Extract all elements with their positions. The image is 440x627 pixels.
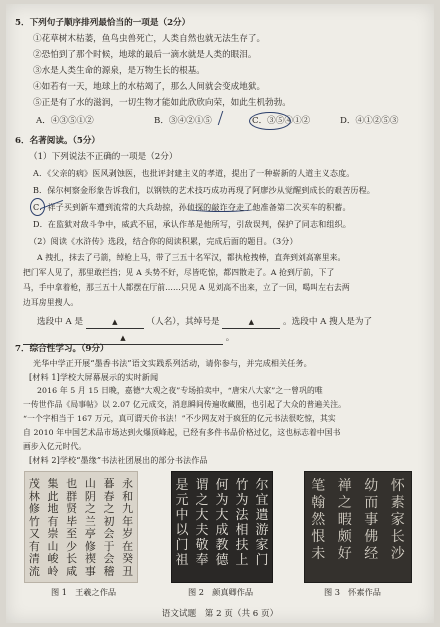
q7-material2-title: [材料 2]学校“墨缘”书法社团展出的部分书法作品 [29,455,208,465]
q5-sentence-2: ②恐怕到了那个时候，地球的最后一滴水就是人类的眼泪。 [33,50,257,60]
calligraphy-column: 也群贤毕至少长咸 [66,478,78,576]
q6-option-b: B．保尔柯察金形象告诉我们，以钢铁的艺术技巧成功再现了阿廖沙从觉醒到成长的艰苦历程。 [33,185,375,195]
triangle-icon: ▲ [120,334,126,342]
q5-sentence-5: ⑤正是有了水的滋润，一切生物才能如此欣欣向荣，如此生机勃勃。 [33,98,291,108]
q7-material1-title: [材料 1]学校大屏幕展示的实时新闻 [29,372,159,382]
handwritten-circle-mark [249,112,291,130]
q7-intro: 光华中学正开展“墨香书法”语文实践系列活动，请你参与，并完成相关任务。 [33,358,312,368]
calligraphy-column: 尔宜遣游家门 [255,478,269,568]
triangle-icon: ▲ [248,318,254,326]
q6-passage-line-2: 把门军人见了，那里敢拦挡；见 A 头势不好，尽皆吃惊，都四散走了。A 抢到厅前，下了 [23,268,335,277]
q6-part1-stem: （1）下列说法不正确的一项是（2分） [29,152,178,162]
q5-sentence-1: ①花草树木枯萎，鱼鸟虫兽死亡，人类自然也就无法生存了。 [33,34,266,44]
q5-sentence-3: ③水是人类生命的源泉，是万物生长的根基。 [33,66,205,76]
calligraphy-column: 永和九年岁在癸丑 [122,478,134,576]
q5-option-d: D．④①②⑤③ [340,116,399,126]
q6-fill-mid1: （人名），其绰号是 [146,317,220,327]
calligraphy-column: 暮春之初会于会稽 [103,478,115,576]
calligraphy-column: 笔翰然恨未 [311,478,326,562]
calligraphy-column: 幼而事佛经 [364,478,379,562]
calligraphy-column: 谓之大夫敬奉 [195,478,209,568]
handwritten-underline-mark [186,205,256,212]
q5-option-b: B．③④②①⑤ [154,116,212,126]
calligraphy-figure-yan-zhenqing [171,471,273,583]
q6-option-c: C．祥子买到新车遭到流常的大兵劫掠，孙侦探的敲诈夺走了他准备第二次买车的积蓄。 [33,202,351,212]
calligraphy-column: 集此地有崇山峻岭 [47,478,59,576]
q6-passage-line-4: 边耳房里搜人。 [23,298,79,307]
q7-stem: 7．综合性学习。（9分） [15,344,109,354]
figure-caption-1: 图 1 王羲之作品 [51,587,117,597]
calligraphy-column: 禅之暇颇好 [337,478,352,562]
q6-fill-line [37,316,372,329]
q5-option-a: A．④③⑤①② [36,116,94,126]
q6-fill-mid2: 。选段中 A 搜人是为了 [283,317,373,327]
figure-caption-3: 图 3 怀素作品 [324,587,381,597]
q6-option-d: D．在监狱对敌斗争中，威武不屈，承认作革是他所写，引敌误判，保护了同志和组织。 [33,219,351,229]
q6-stem: 6．名著阅读。（5分） [15,136,101,146]
page-footer: 语文试题 第 2 页（共 6 页） [161,609,279,619]
calligraphy-column: 怀素家长沙 [390,478,405,562]
q6-part2-stem: （2）阅读《水浒传》选段，结合你的阅读积累，完成后面的题目。（3分） [29,236,298,246]
q5-option-c: C．③⑤④①② [252,116,311,126]
q5-stem: 5．下列句子顺序排列最恰当的一项是（2分） [15,18,191,28]
answer-blank-nickname[interactable] [222,316,280,329]
calligraphy-column: 茂林修竹又有清流 [28,478,40,576]
q7-news-line-3: “一个字相当于 167 万元，真可谓天价书法！”不少网友对于疯狂的亿元书法很吃惊，其实 [23,414,336,423]
q6-fill-prefix: 选段中 A 是 [37,317,84,327]
calligraphy-column: 是元中以门祖 [175,478,189,568]
calligraphy-figure-huai-su [304,471,412,583]
calligraphy-column: 山阴之兰亭修禊事 [84,478,96,576]
calligraphy-column: 何为大成教德 [215,478,229,568]
handwritten-stroke-mark [218,111,234,125]
q7-news-line-5: 画步入亿元时代。 [23,442,87,451]
exam-page [6,4,434,623]
triangle-icon: ▲ [112,318,118,326]
answer-blank-name[interactable] [86,316,144,329]
calligraphy-column: 竹为法相扶上 [235,478,249,568]
q6-passage-line-3: 马，手中拿着枪，那三五十人都摆在厅前……只见 A 见刘高不出来，立了一回，喝叫左右去两 [23,283,350,292]
q5-sentence-4: ④如若有一天，地球上的水枯竭了，那么人间就会变成地狱。 [33,82,266,92]
q6-option-a: A．《父亲的病》医风剥蚀医，也批评封建主义的孝道，提出了一种崭新的人道主义态度。 [33,168,355,178]
q6-fill-end: 。 [225,333,235,343]
q6-passage-line-1: A 拽扎，抹去了弓箭，绰枪上马，带了三五十名军汉，都执枪拽棒，直奔到刘高寨里来。 [37,253,346,262]
q7-news-line-4: 自 2010 年中国艺术品市场达到火爆顶峰起，已经有多件书品价格过亿，这也标志着中国书 [23,428,341,437]
figure-caption-2: 图 2 颜真卿作品 [188,587,254,597]
q7-news-line-1: 2016 年 5 月 15 日晚，嘉德“大观之夜”专场拍卖中，“唐宋八大家”之一曾巩的唯 [37,386,323,395]
calligraphy-figure-wang-xizhi [24,471,138,583]
q7-news-line-2: 一传世作品《局事帖》以 2.07 亿元成交，消息瞬间传遍收藏圈，也引起了大众的普遍关注。 [23,400,346,409]
